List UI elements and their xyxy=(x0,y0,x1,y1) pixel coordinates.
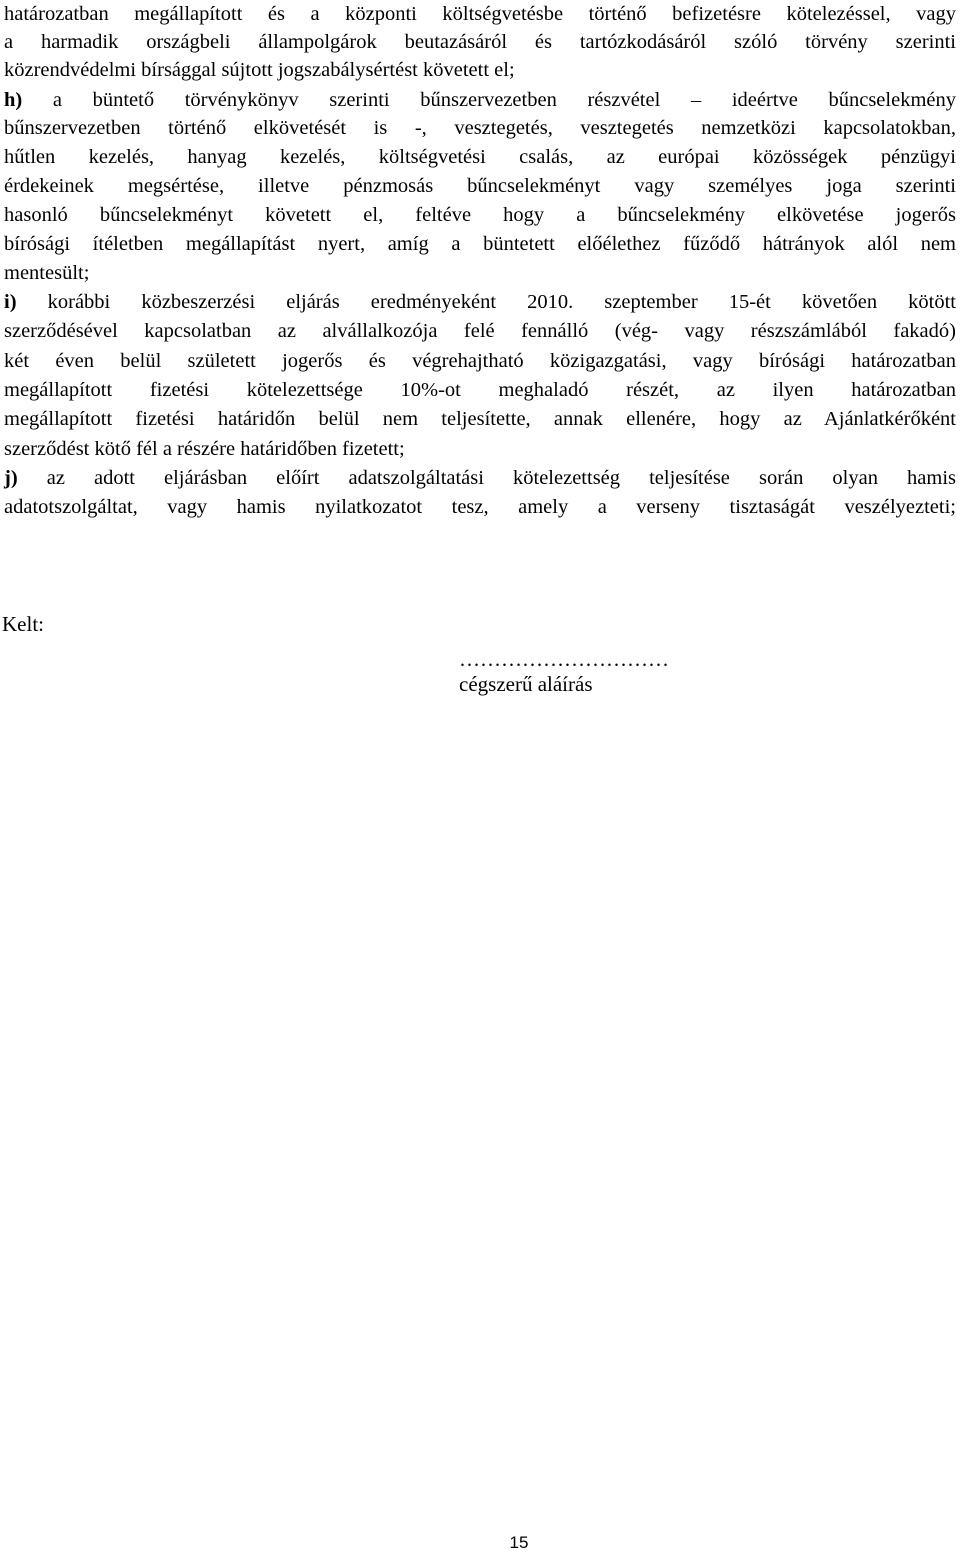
text-line-12 xyxy=(4,317,956,345)
line-text: megállapított fizetési kötelezettsége 10%-ot meghaladó részét, az ilyen határozatban xyxy=(4,379,956,401)
page-number: 15 xyxy=(509,1533,529,1552)
line-text: szerződésével kapcsolatban az alvállalkozója felé fennálló (vég- vagy részszámlából fakadó) xyxy=(4,320,956,342)
line-text: a büntető törvénykönyv szerinti bűnszervezetben részvétel – ideértve bűncselekmény xyxy=(22,89,956,111)
text-line-15 xyxy=(4,405,956,433)
kelt-label: Kelt: xyxy=(2,612,44,636)
text-line-18 xyxy=(4,493,956,521)
line-text: hűtlen kezelés, hanyag kezelés, költségvetési csalás, az európai közösségek pénzügyi xyxy=(4,146,956,168)
text-line-17 xyxy=(4,464,956,492)
line-text: határozatban megállapított és a központi költségvetésbe történő befizetésre kötelezéssel, vagy xyxy=(4,3,956,25)
item-label-i: i) xyxy=(4,291,17,313)
text-line-11 xyxy=(4,288,956,316)
text-line-9 xyxy=(4,230,956,258)
line-text: szerződést kötő fél a részére határidőben fizetett; xyxy=(4,438,405,460)
text-line-2 xyxy=(4,28,956,56)
line-text: megállapított fizetési határidőn belül nem teljesítette, annak ellenére, hogy az Ajánlatkérőként xyxy=(4,408,956,430)
line-text: mentesült; xyxy=(4,262,90,284)
text-line-6 xyxy=(4,143,956,171)
text-line-4 xyxy=(4,86,956,114)
item-label-h: h) xyxy=(4,89,23,111)
line-text: közrendvédelmi bírsággal sújtott jogszabálysértést követett el; xyxy=(4,59,515,81)
text-line-14 xyxy=(4,376,956,404)
line-text: a harmadik országbeli állampolgárok beutazásáról és tartózkodásáról szóló törvény szerinti xyxy=(4,31,956,53)
text-line-8 xyxy=(4,201,956,229)
line-text: bűnszervezetben történő elkövetését is -, vesztegetés, vesztegetés nemzetközi kapcsolatokban, xyxy=(4,117,956,139)
text-line-1 xyxy=(4,0,956,28)
text-line-16 xyxy=(4,435,405,463)
line-text: bírósági ítéletben megállapítást nyert, amíg a büntetett előélethez fűződő hátrányok alól nem xyxy=(4,233,956,255)
line-text: érdekeinek megsértése, illetve pénzmosás bűncselekményt vagy személyes joga szerinti xyxy=(4,175,956,197)
text-line-13 xyxy=(4,347,956,375)
text-line-3 xyxy=(4,56,515,84)
line-text: korábbi közbeszerzési eljárás eredményeként 2010. szeptember 15-ét követően kötött xyxy=(16,291,956,313)
signature-line: ………………………… xyxy=(459,647,669,671)
item-label-j: j) xyxy=(4,467,18,489)
line-text: az adott eljárásban előírt adatszolgáltatási kötelezettség teljesítése során olyan hamis xyxy=(17,467,956,489)
line-text: két éven belül született jogerős és végrehajtható közigazgatási, vagy bírósági határozatban xyxy=(4,350,956,372)
text-line-10 xyxy=(4,259,89,287)
line-text: hasonló bűncselekményt követett el, feltéve hogy a bűncselekmény elkövetése jogerős xyxy=(4,204,956,226)
text-line-5 xyxy=(4,114,956,142)
text-line-7 xyxy=(4,172,956,200)
line-text: adatotszolgáltat, vagy hamis nyilatkozatot tesz, amely a verseny tisztaságát veszélyezteti; xyxy=(4,496,956,518)
signature-caption: cégszerű aláírás xyxy=(459,672,593,696)
